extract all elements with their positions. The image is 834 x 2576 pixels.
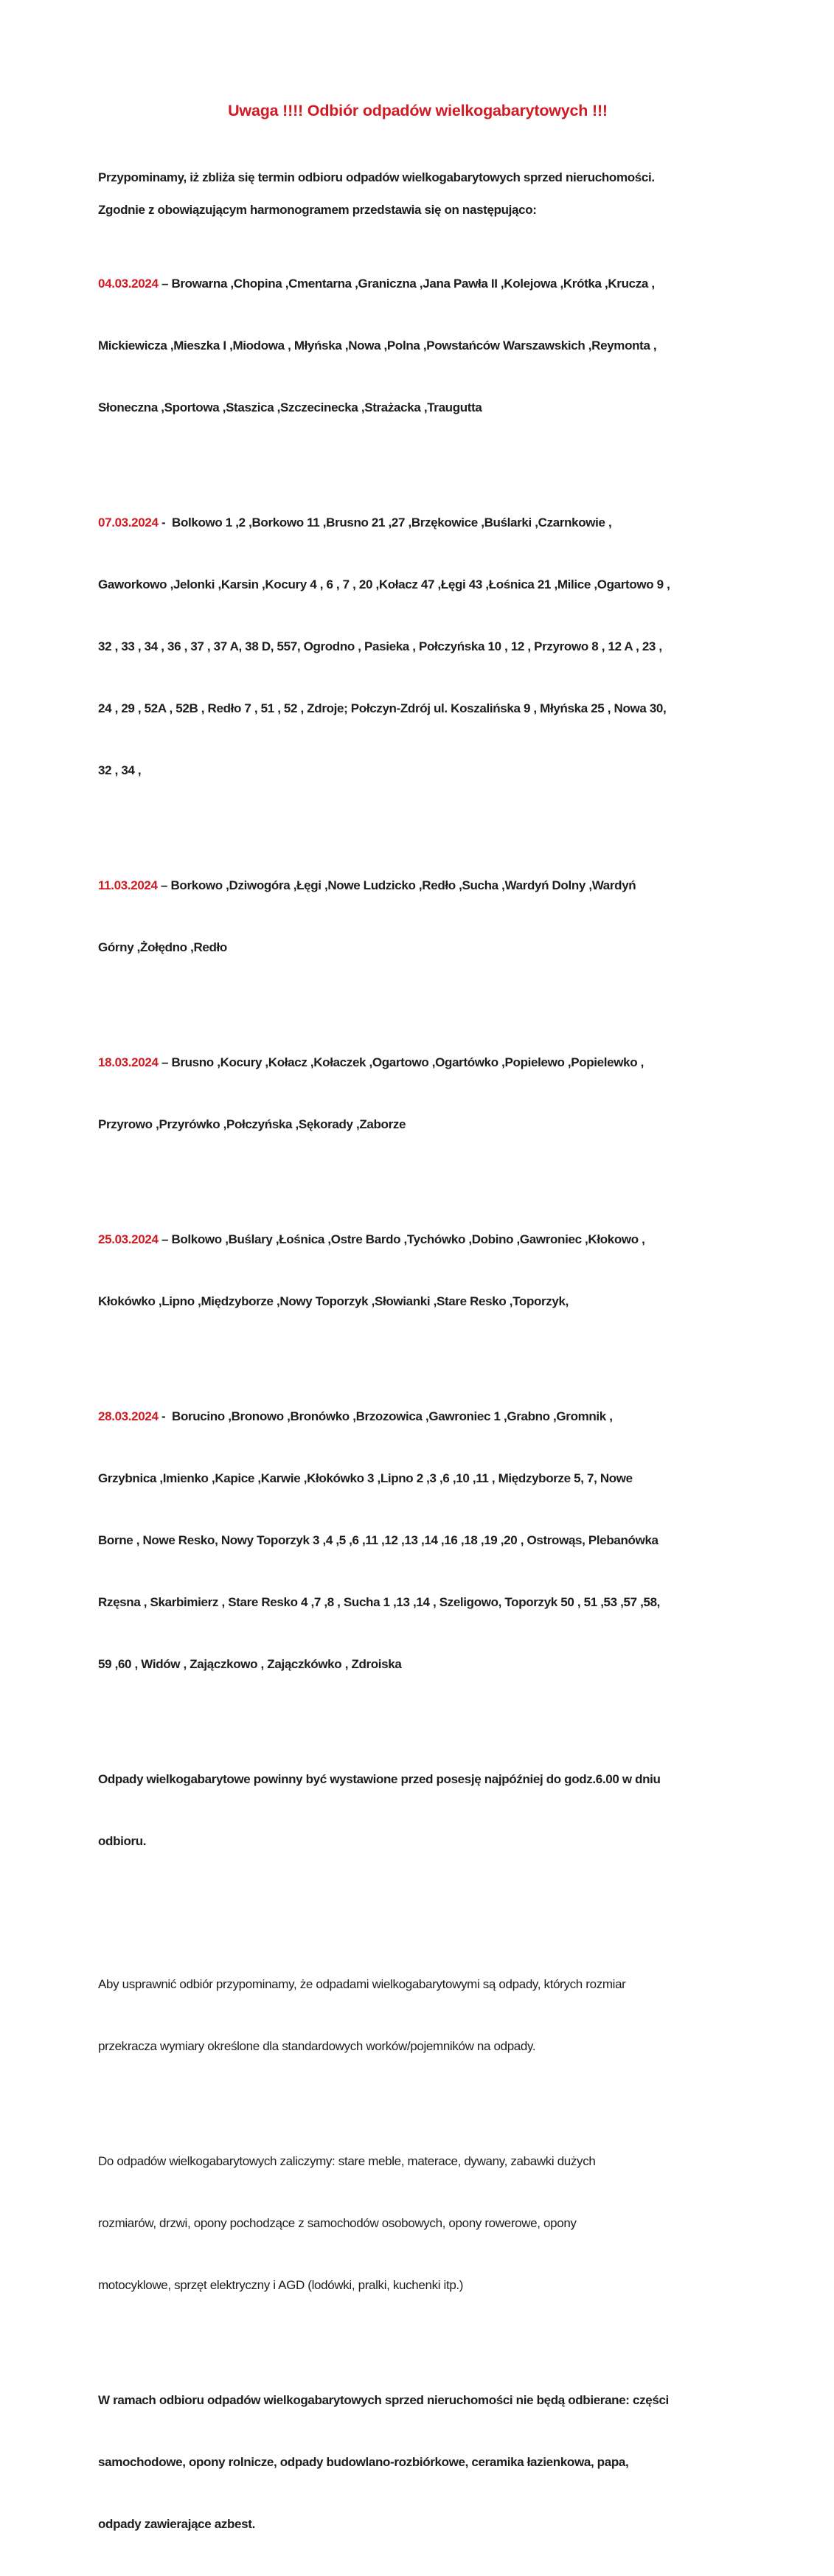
deadline-note	[98, 1728, 737, 1893]
schedule-line: Górny ,Żołędno ,Redło	[98, 940, 227, 954]
street-list: – Browarna ,Chopina ,Cmentarna ,Graniczna ,Jana Pawła II ,Kolejowa ,Krótka ,Krucza ,	[158, 277, 655, 291]
schedule-line: 32 , 33 , 34 , 36 , 37 , 37 A, 38 D, 557, Ogrodno , Pasieka , Połczyńska 10 , 12 , Przyrowo 8 , 12 A , 23 ,	[98, 639, 662, 653]
schedule-line: Gaworkowo ,Jelonki ,Karsin ,Kocury 4 , 6 , 7 , 20 ,Kołacz 47 ,Łęgi 43 ,Łośnica 21 ,Milice ,Ogartowo 9 ,	[98, 577, 670, 591]
schedule-line: Kłokówko ,Lipno ,Międzyborze ,Nowy Toporzyk ,Słowianki ,Stare Resko ,Toporzyk,	[98, 1294, 569, 1308]
announcement-document	[0, 102, 834, 2531]
exclusions-line: samochodowe, opony rolnicze, odpady budowlano-rozbiórkowe, ceramika łazienkowa, papa,	[98, 2455, 629, 2469]
schedule-line: Borne , Nowe Resko, Nowy Toporzyk 3 ,4 ,5 ,6 ,11 ,12 ,13 ,14 ,16 ,18 ,19 ,20 , Ostrowąs, Plebanówka	[98, 1533, 658, 1547]
street-list: - Borucino ,Bronowo ,Bronówko ,Brzozowica ,Gawroniec 1 ,Grabno ,Gromnik ,	[158, 1409, 613, 1423]
info-size-paragraph	[98, 1933, 737, 2098]
schedule-line: Mickiewicza ,Mieszka I ,Miodowa , Młyńska ,Nowa ,Polna ,Powstańców Warszawskich ,Reymonta ,	[98, 339, 657, 353]
exclusions-paragraph	[98, 2349, 737, 2576]
info-line: Do odpadów wielkogabarytowych zaliczymy: stare meble, materace, dywany, zabawki dużych	[98, 2154, 596, 2168]
schedule-line	[98, 274, 737, 294]
collection-date: 07.03.2024	[98, 515, 159, 530]
exclusions-line: odpady zawierające azbest.	[98, 2517, 255, 2531]
schedule-entry-25-03	[98, 1188, 737, 1353]
schedule-line	[98, 1406, 737, 1427]
street-list: – Brusno ,Kocury ,Kołacz ,Kołaczek ,Ogartowo ,Ogartówko ,Popielewo ,Popielewko ,	[158, 1055, 644, 1069]
document-title: Uwaga !!!! Odbiór odpadów wielkogabarytowych !!!	[228, 102, 608, 119]
exclusions-line: W ramach odbioru odpadów wielkogabarytowych sprzed nieruchomości nie będą odbierane: części	[98, 2393, 669, 2407]
schedule-line: Grzybnica ,Imienko ,Kapice ,Karwie ,Kłokówko 3 ,Lipno 2 ,3 ,6 ,10 ,11 , Międzyborze 5, 7, Nowe	[98, 1471, 633, 1485]
collection-date: 04.03.2024	[98, 277, 159, 291]
schedule-line	[98, 1052, 737, 1073]
info-line: Aby usprawnić odbiór przypominamy, że odpadami wielkogabarytowymi są odpady, których rozmiar	[98, 1977, 626, 1991]
schedule-entry-07-03	[98, 471, 737, 822]
street-list: – Bolkowo ,Buślary ,Łośnica ,Ostre Bardo ,Tychówko ,Dobino ,Gawroniec ,Kłokowo ,	[158, 1232, 645, 1246]
street-list: – Borkowo ,Dziwogóra ,Łęgi ,Nowe Ludzicko ,Redło ,Sucha ,Wardyń Dolny ,Wardyń	[157, 878, 636, 892]
schedule-line: Przyrowo ,Przyrówko ,Połczyńska ,Sękorady ,Zaborze	[98, 1117, 406, 1131]
deadline-line: Odpady wielkogabarytowe powinny być wystawione przed posesję najpóźniej do godz.6.00 w dniu	[98, 1772, 661, 1786]
info-line: przekracza wymiary określone dla standardowych worków/pojemników na odpady.	[98, 2039, 536, 2053]
street-list: - Bolkowo 1 ,2 ,Borkowo 11 ,Brusno 21 ,27 ,Brzękowice ,Buślarki ,Czarnkowie ,	[158, 515, 612, 530]
intro-paragraph-2: Zgodnie z obowiązującym harmonogramem przedstawia się on następująco:	[98, 203, 537, 217]
schedule-entry-18-03	[98, 1011, 737, 1176]
info-line: motocyklowe, sprzęt elektryczny i AGD (lodówki, pralki, kuchenki itp.)	[98, 2278, 464, 2292]
schedule-line	[98, 513, 737, 533]
collection-date: 11.03.2024	[98, 878, 158, 892]
schedule-line: Rzęsna , Skarbimierz , Stare Resko 4 ,7 ,8 , Sucha 1 ,13 ,14 , Szeligowo, Toporzyk 50 , 51 ,53 ,57 ,58,	[98, 1595, 661, 1609]
collection-date: 28.03.2024	[98, 1409, 159, 1423]
schedule-line: 24 , 29 , 52A , 52B , Redło 7 , 51 , 52 , Zdroje; Połczyn-Zdrój ul. Koszalińska 9 , Młyńska 25 , Nowa 30,	[98, 701, 667, 715]
schedule-line: 59 ,60 , Widów , Zajączkowo , Zajączkówko , Zdroiska	[98, 1657, 402, 1671]
collection-date: 25.03.2024	[98, 1232, 159, 1246]
collection-date: 18.03.2024	[98, 1055, 159, 1069]
schedule-line	[98, 875, 737, 896]
schedule-entry-04-03	[98, 232, 737, 459]
schedule-line: Słoneczna ,Sportowa ,Staszica ,Szczecinecka ,Strażacka ,Traugutta	[98, 400, 482, 414]
info-line: rozmiarów, drzwi, opony pochodzące z samochodów osobowych, opony rowerowe, opony	[98, 2216, 577, 2230]
schedule-line: 32 , 34 ,	[98, 763, 142, 777]
schedule-entry-11-03	[98, 834, 737, 999]
info-included-paragraph	[98, 2110, 737, 2337]
intro-paragraph-1: Przypominamy, iż zbliża się termin odbioru odpadów wielkogabarytowych sprzed nieruchomości.	[98, 170, 655, 184]
deadline-line: odbioru.	[98, 1834, 147, 1848]
schedule-entry-28-03	[98, 1365, 737, 1716]
schedule-line	[98, 1229, 737, 1250]
